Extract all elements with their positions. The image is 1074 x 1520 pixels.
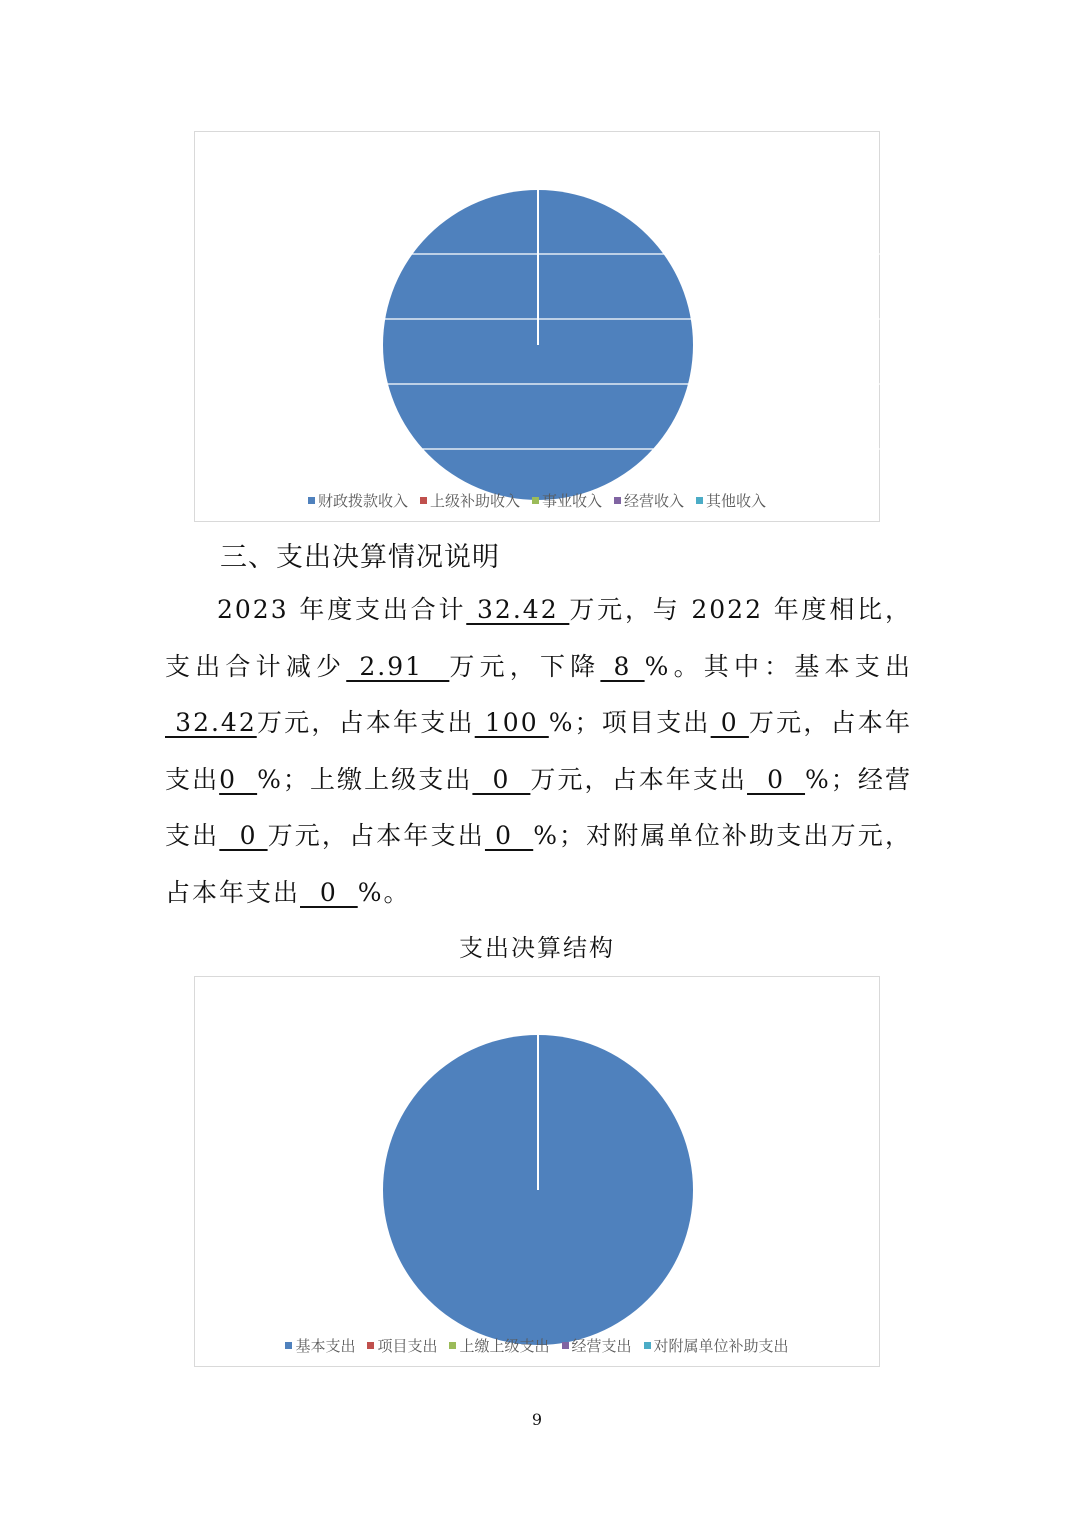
text-segment: 万元，下降 [449,651,601,681]
legend-label: 经营收入 [624,492,685,510]
basic-expenditure-percent: 100 [474,708,549,737]
project-expenditure-value: 0 [710,708,749,737]
legend-swatch [562,1342,569,1349]
legend-item [614,490,684,511]
legend-swatch [367,1342,374,1349]
legend-item [285,1335,355,1356]
legend-item [562,1335,632,1356]
legend-label: 其他收入 [706,492,767,510]
legend-swatch [308,497,315,504]
legend-label: 上级补助收入 [429,492,520,510]
text-segment: %；上缴上级支出 [257,764,473,794]
upper-expenditure-percent: 0 [747,764,806,794]
text-segment: 万元，占本年支出 [256,708,475,737]
legend-item [420,490,520,511]
business-expenditure-value: 0 [219,821,268,850]
legend-label: 上缴上级支出 [459,1337,550,1355]
legend-item [449,1335,549,1356]
income-pie-svg [195,132,881,523]
legend-swatch [614,497,621,504]
legend-item [308,490,408,511]
subsidy-expenditure-percent: 0 [300,877,358,907]
income-legend [195,490,879,511]
legend-swatch [449,1342,456,1349]
legend-label: 对附属单位补助支出 [653,1337,789,1355]
legend-item [532,490,602,511]
total-expenditure-value: 32.42 [466,595,570,624]
expenditure-pie-chart [194,976,880,1367]
legend-label: 财政拨款收入 [317,492,408,510]
legend-label: 项目支出 [377,1337,438,1355]
expenditure-chart-title: 支出决算结构 [459,934,615,962]
legend-label: 经营支出 [571,1337,632,1355]
upper-expenditure-value: 0 [472,764,531,794]
legend-label: 事业收入 [541,492,602,510]
project-expenditure-percent: 0 [219,764,258,794]
text-segment: 万元，占本年支出 [267,821,485,850]
basic-expenditure-value: 32.42 [165,708,257,737]
text-segment: %；项目支出 [548,708,711,737]
decrease-percent: 8 [600,651,645,681]
legend-swatch [285,1342,292,1349]
legend-item [696,490,766,511]
text-segment: %；对附属单位补助支出万元，占本年支出 [165,821,912,907]
expenditure-legend [195,1335,879,1356]
decrease-value: 2.91 [346,651,450,681]
text-segment: 2023 年度支出合计 [217,595,467,624]
text-segment: 万元，占本年支出 [165,708,912,794]
business-expenditure-percent: 0 [484,821,534,850]
legend-swatch [532,497,539,504]
legend-swatch [644,1342,651,1349]
legend-item [367,1335,437,1356]
legend-item [644,1335,789,1356]
legend-label: 基本支出 [295,1337,356,1355]
legend-swatch [420,497,427,504]
expenditure-pie-svg [195,977,881,1368]
text-segment: %。 [357,877,411,907]
section-heading: 三、支出决算情况说明 [220,542,500,573]
text-segment: %；经营支出 [165,764,912,850]
text-segment: 万元，与 2022 年度相比，支出合计减少 [165,595,912,681]
legend-swatch [696,497,703,504]
expenditure-paragraph [165,582,912,921]
text-segment: %。其中：基本支出 [644,651,912,681]
text-segment: 万元，占本年支出 [530,764,748,794]
income-pie-chart [194,131,880,522]
page-number: 9 [531,1410,543,1429]
